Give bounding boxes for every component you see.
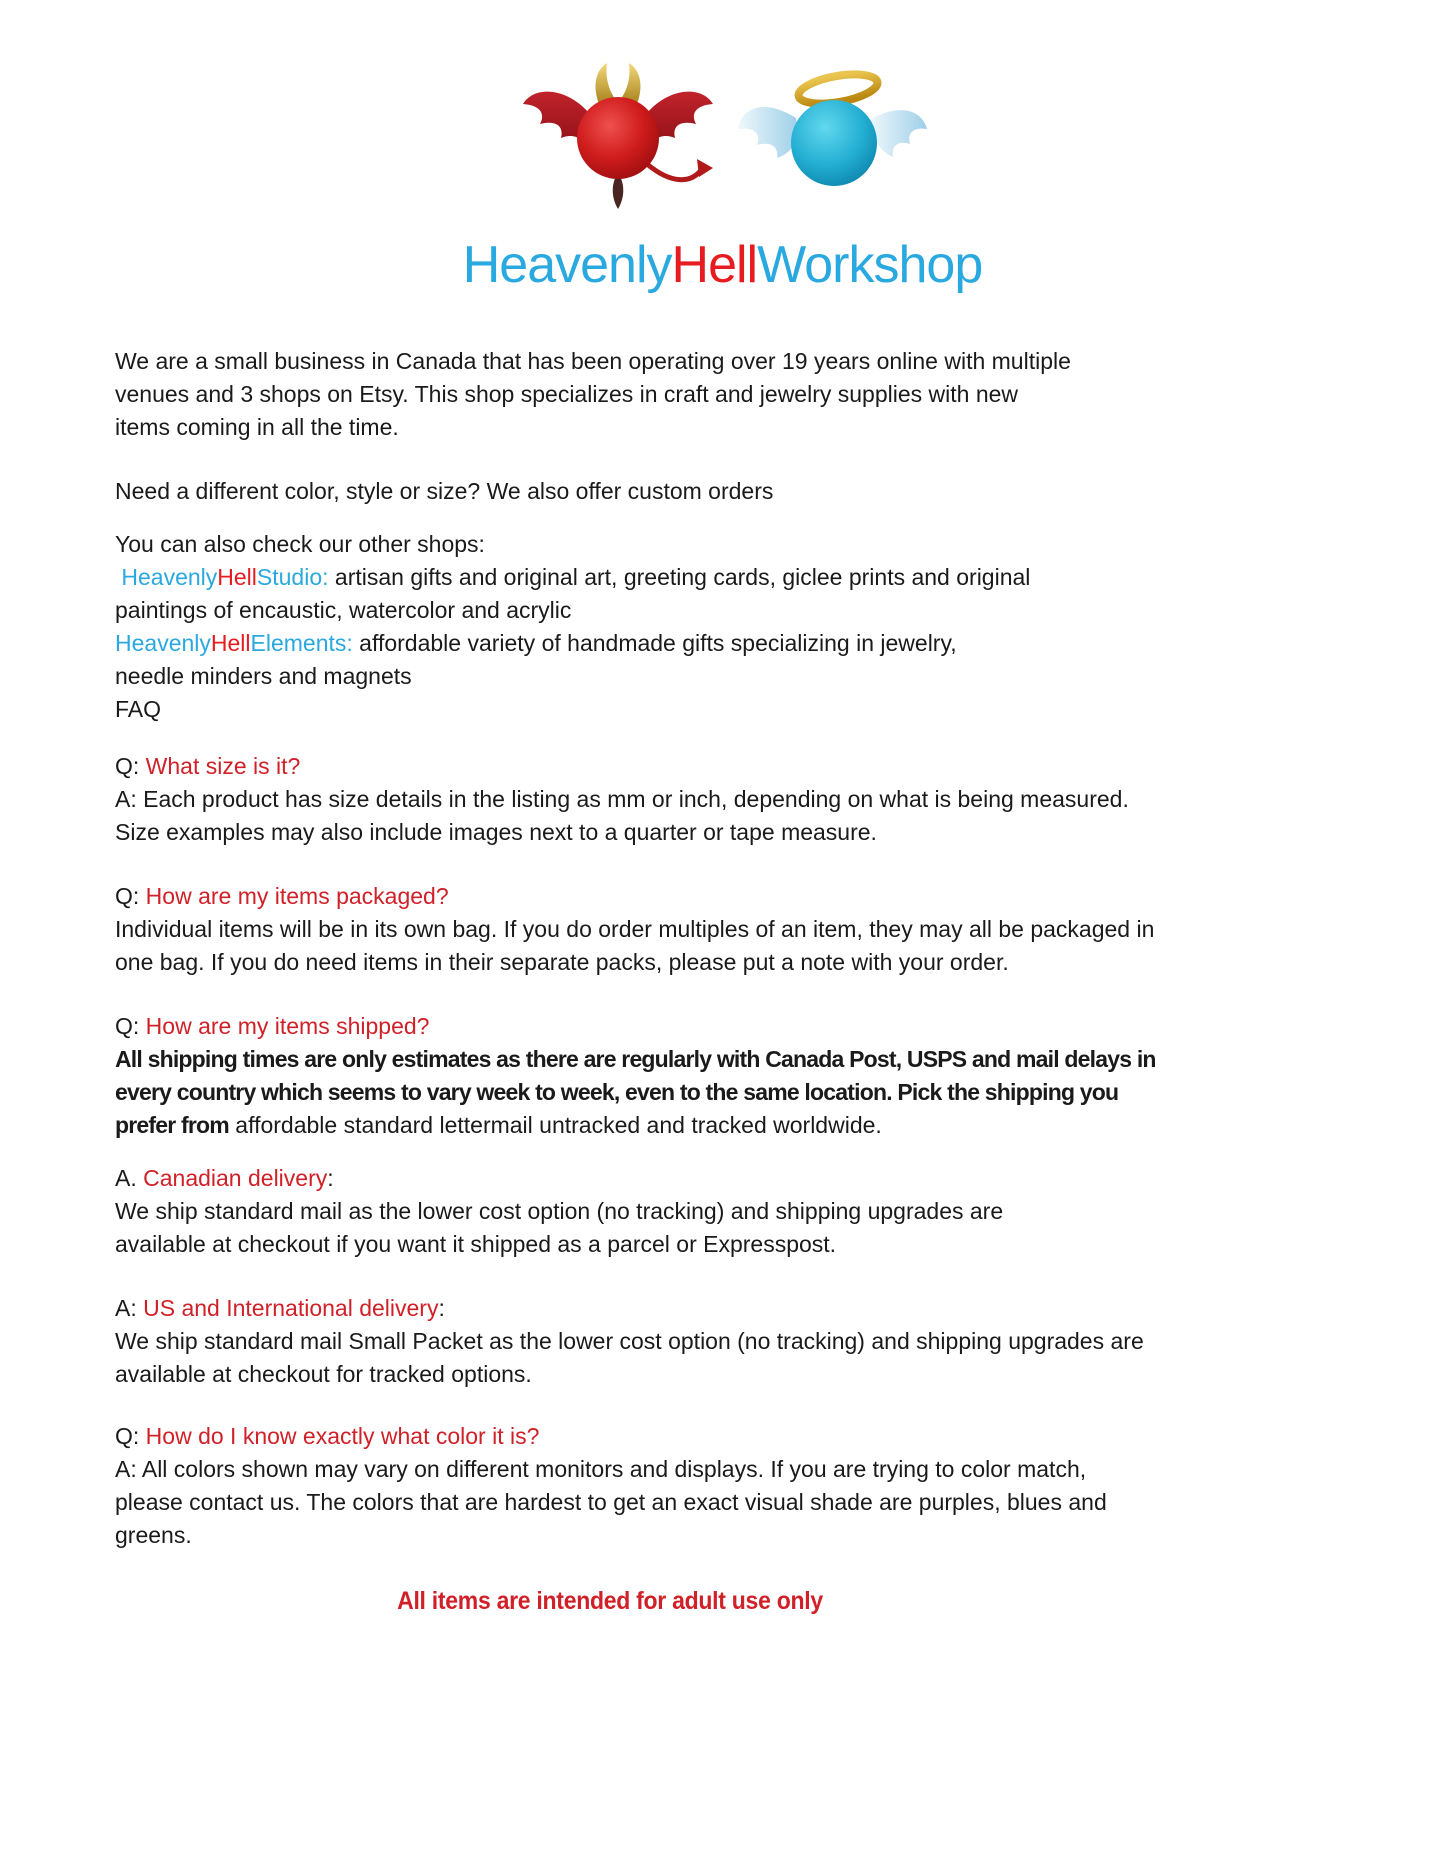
text-segment: affordable standard lettermail untracked and tracked worldwide. [228,1112,882,1138]
text-segment: We are a small business in Canada that has been operating over 19 years online with multiple [115,348,1071,374]
text-segment: Canadian delivery [143,1165,328,1191]
text-segment: Need a different color, style or size? We also offer custom orders [115,478,774,504]
text-segment: Q: [115,1423,146,1449]
text-segment: Q: [115,1013,146,1039]
text-segment: greens. [115,1522,192,1548]
text-segment: Heavenly [121,564,218,590]
text-segment: please contact us. The colors that are hardest to get an exact visual shade are purples, blues and [115,1489,1107,1515]
text-segment: Hell [671,236,758,294]
text-segment: FAQ [115,696,162,722]
devil-logo-icon [523,63,713,209]
custom-orders-paragraph [115,475,1330,508]
faq-shipping-block [115,1010,1330,1142]
text-segment: What size is it? [145,753,301,779]
shop-logo-graphic [513,58,933,213]
faq-packaging-block [115,880,1330,979]
adult-use-notice: All items are intended for adult use only [397,1587,823,1615]
text-segment: How are my items shipped? [145,1013,430,1039]
text-segment: one bag. If you do need items in their separate packs, please put a note with your order. [115,949,1009,975]
text-segment: Hell [217,564,257,590]
text-segment: artisan gifts and original art, greeting cards, giclee prints and original [328,564,1031,590]
text-segment: available at checkout for tracked options. [115,1361,532,1387]
text-segment: every country which seems to vary week to week, even to the same location. Pick the shipping you [115,1079,1119,1105]
other-shops-paragraph [115,528,1330,726]
text-segment: venues and 3 shops on Etsy. This shop specializes in craft and jewelry supplies with new [115,381,1019,407]
text-segment: Workshop [757,236,983,294]
text-segment: affordable variety of handmade gifts specializing in jewelry, [352,630,957,656]
text-segment: You can also check our other shops: [115,531,485,557]
faq-size-block [115,750,1330,849]
text-segment: needle minders and magnets [115,663,412,689]
text-segment: Studio: [256,564,329,590]
shop-logo [115,58,1330,213]
text-segment: A: All colors shown may vary on different monitors and displays. If you are trying to color match, [115,1456,1087,1482]
text-segment: Heavenly [462,236,672,294]
delivery-canada-block [115,1162,1330,1261]
page-title [115,237,1330,293]
text-segment: How are my items packaged? [145,883,449,909]
text-segment: Individual items will be in its own bag. If you do order multiples of an item, they may all be packaged in [115,916,1155,942]
text-segment: All shipping times are only estimates as there are regularly with Canada Post, USPS and mail delays in [115,1046,1156,1072]
text-segment: available at checkout if you want it shipped as a parcel or Expresspost. [115,1231,837,1257]
text-segment: items coming in all the time. [115,414,399,440]
text-segment: paintings of encaustic, watercolor and acrylic [115,597,572,623]
text-segment: Size examples may also include images next to a quarter or tape measure. [115,819,877,845]
text-segment: Hell [210,630,251,656]
text-segment: We ship standard mail Small Packet as the lower cost option (no tracking) and shipping upgrades are [115,1328,1144,1354]
text-segment: A: [115,1295,144,1321]
faq-color-block [115,1420,1330,1552]
text-segment: We ship standard mail as the lower cost option (no tracking) and shipping upgrades are [115,1198,1004,1224]
text-segment: A. [115,1165,144,1191]
text-segment: US and International delivery [143,1295,439,1321]
delivery-us-international-block [115,1292,1330,1391]
text-segment: prefer from [115,1112,229,1138]
text-segment: Heavenly [115,630,211,656]
text-segment: Q: [115,883,146,909]
text-segment: How do I know exactly what color it is? [145,1423,540,1449]
text-segment: A: Each product has size details in the listing as mm or inch, depending on what is being measured. [115,786,1129,812]
text-segment: Q: [115,753,146,779]
text-segment: : [327,1165,334,1191]
angel-logo-icon [738,69,927,186]
text-segment: Elements: [250,630,353,656]
intro-paragraph [115,345,1330,444]
text-segment: : [438,1295,445,1321]
